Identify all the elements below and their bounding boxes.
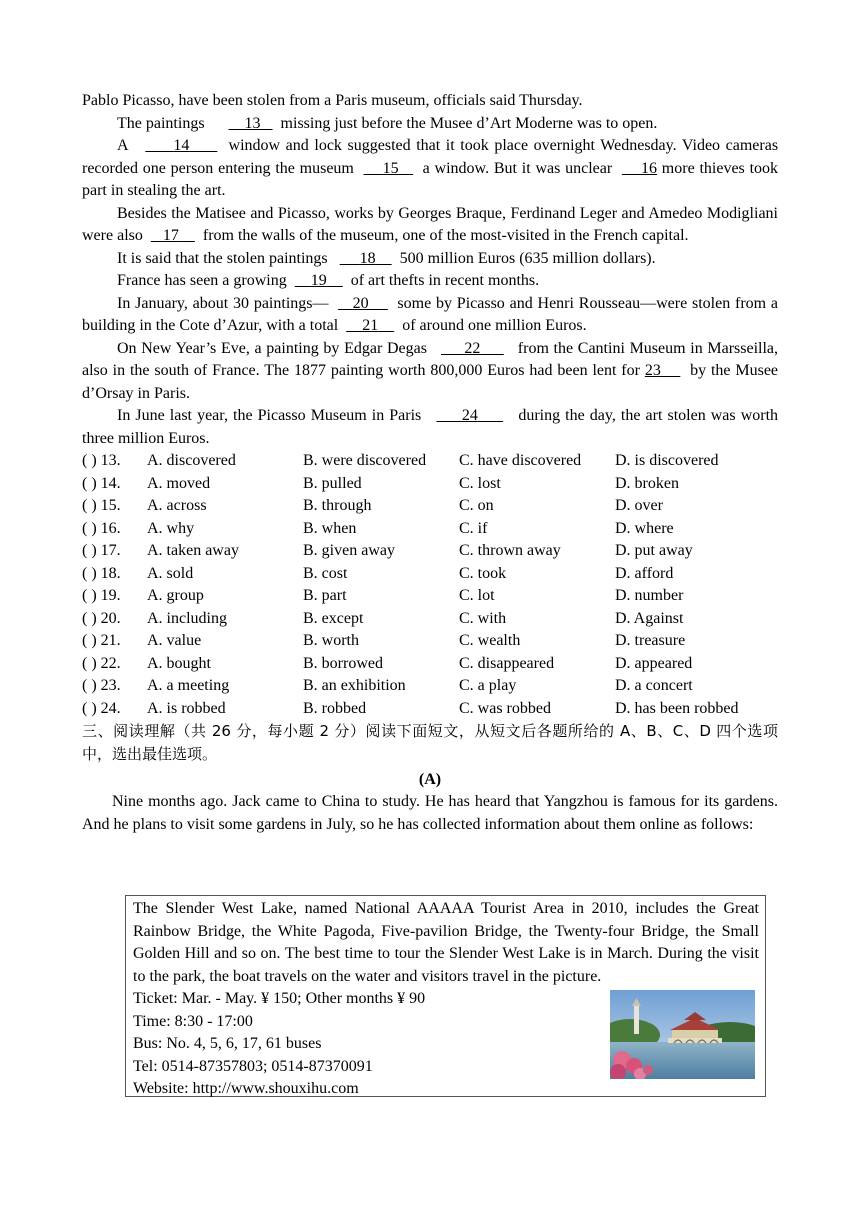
option-b: B. part [303,587,347,604]
option-a: A. why [147,519,195,537]
blank-21: 21 [362,317,379,334]
question-row [82,630,778,653]
question-number[interactable]: ( ) 24. [82,699,121,717]
question-number[interactable]: ( ) 18. [82,564,121,582]
option-d: D. number [615,587,684,604]
reading-intro: Nine months ago. Jack came to China to study. He has heard that Yangzhou is famous for its gardens. And he plans to visit some gardens in July, so he has collected information about them online as follows: [82,793,778,833]
option-d: D. appeared [615,654,693,672]
option-c: C. if [459,519,488,537]
option-c: C. thrown away [459,542,561,559]
passage-paragraph-8: In June last year, the Picasso Museum in Paris 24 during the day, the art stolen was worth three million Euros. [82,407,779,447]
blank-13: 13 [244,114,261,132]
option-d: D. where [615,519,674,537]
option-c: C. disappeared [459,654,555,672]
question-row [82,653,778,676]
option-b: B. pulled [303,474,362,492]
passage-paragraph-2: A 14 window and lock suggested that it took place overnight Wednesday. Video cameras recorded one person entering the museum 15 a window. But it was unclear 16 more thieves took part in stealing the art. [82,137,779,199]
lake-photo-illustration [610,990,755,1079]
option-a: A. sold [147,564,194,582]
question-number[interactable]: ( ) 20. [82,609,121,627]
question-number[interactable]: ( ) 15. [82,497,121,514]
option-a: A. bought [147,654,211,672]
info-time: Time: 8:30 - 17:00 [133,1012,253,1030]
option-a: A. across [147,497,207,514]
option-b: B. given away [303,542,395,559]
info-website: Website: http://www.shouxihu.com [133,1080,359,1097]
option-b: B. borrowed [303,654,383,672]
question-row [82,698,778,721]
info-ticket: Ticket: Mar. - May. ¥ 150; Other months ¥ 90 [133,990,426,1007]
option-d: D. treasure [615,632,686,649]
option-b: B. through [303,497,372,514]
info-description: The Slender West Lake, named National AAAAA Tourist Area in 2010, includes the Great Rainbow Bridge, the White Pagoda, Five-pavilion Bridge, the Twenty-four Bridge, the Small Golden Hill and so on. The best time to tour the Slender West Lake is in March. During the visit to the park, the boat travels on the water and visitors travel in the picture. [133,900,759,985]
info-tel: Tel: 0514-87357803; 0514-87370091 [133,1057,373,1075]
blank-19: 19 [310,272,327,289]
option-d: D. put away [615,542,693,559]
passage-paragraph-1: The paintings 13 missing just before the Musee d’Art Moderne was to open. [117,114,658,132]
question-number[interactable]: ( ) 17. [82,542,121,559]
question-row [82,495,778,518]
option-d: D. has been robbed [615,699,739,717]
option-d: D. over [615,497,663,514]
blank-17: 17 [162,227,179,244]
blank-16: 16 [641,159,657,177]
option-a: A. moved [147,474,211,492]
option-a: A. is robbed [147,699,226,717]
passage-paragraph-4: It is said that the stolen paintings 18 500 million Euros (635 million dollars). [117,249,656,267]
option-a: A. value [147,632,202,649]
info-box [125,895,766,1097]
option-b: B. robbed [303,699,367,717]
question-options [82,450,778,720]
blank-23: 23 [644,362,661,379]
question-number[interactable]: ( ) 23. [82,677,121,694]
option-c: C. wealth [459,632,521,649]
option-a: A. group [147,587,204,604]
question-number[interactable]: ( ) 13. [82,452,121,469]
option-c: C. with [459,609,507,627]
option-b: B. an exhibition [303,677,406,694]
option-b: B. cost [303,564,348,582]
option-b: B. were discovered [303,452,427,469]
question-row [82,540,778,563]
option-d: D. broken [615,474,679,492]
option-a: A. a meeting [147,677,230,694]
option-a: A. including [147,609,227,627]
blank-24: 24 [461,407,478,424]
question-row [82,450,778,473]
question-row [82,473,778,496]
option-c: C. on [459,497,494,514]
passage-title: (A) [418,771,442,788]
option-b: B. worth [303,632,359,649]
option-c: C. took [459,564,507,582]
question-number[interactable]: ( ) 22. [82,654,121,672]
question-row [82,518,778,541]
passage-paragraph-7: On New Year’s Eve, a painting by Edgar Degas 22 from the Cantini Museum in Marsseilla, also in the south of France. The 1877 painting worth 800,000 Euros had been lent for 23 by the Musee d’Orsay in Paris. [82,339,779,402]
question-row [82,675,778,698]
section-heading: 三、阅读理解（共 26 分，每小题 2 分）阅读下面短文，从短文后各题所给的 A、B、C、D 四个选项中，选出最佳选项。 [82,722,778,763]
option-a: A. taken away [147,542,239,559]
option-c: C. have discovered [459,452,582,469]
question-row [82,608,778,631]
blank-14: 14 [173,137,190,154]
option-b: B. when [303,519,357,537]
option-a: A. discovered [147,452,236,469]
blank-15: 15 [382,159,399,177]
question-row [82,585,778,608]
option-c: C. was robbed [459,699,551,717]
lake-photo [610,990,755,1079]
option-d: D. afford [615,564,674,582]
question-number[interactable]: ( ) 14. [82,474,121,492]
info-bus: Bus: No. 4, 5, 6, 17, 61 buses [133,1035,322,1052]
option-c: C. lost [459,474,501,492]
option-d: D. Against [615,609,684,627]
option-d: D. a concert [615,677,693,694]
exam-page [82,90,778,836]
blank-20: 20 [352,294,369,312]
passage-paragraph-5: France has seen a growing 19 of art thefts in recent months. [117,272,540,289]
blank-18: 18 [359,249,376,267]
passage-paragraph-6: In January, about 30 paintings— 20 some by Picasso and Henri Rousseau—were stolen from a building in the Cote d’Azur, with a total 21 of around one million Euros. [82,294,779,334]
blank-22: 22 [464,339,481,357]
option-c: C. lot [459,587,495,604]
passage-line-0: Pablo Picasso, have been stolen from a Paris museum, officials said Thursday. [82,92,583,109]
option-c: C. a play [459,677,517,694]
question-number[interactable]: ( ) 19. [82,587,121,604]
passage-paragraph-3: Besides the Matisee and Picasso, works by Georges Braque, Ferdinand Leger and Amedeo Modigliani were also 17 from the walls of the museum, one of the most-visited in the French capital. [82,204,778,244]
option-d: D. is discovered [615,452,719,469]
question-row [82,563,778,586]
question-number[interactable]: ( ) 21. [82,632,121,649]
option-b: B. except [303,609,364,627]
question-number[interactable]: ( ) 16. [82,519,121,537]
